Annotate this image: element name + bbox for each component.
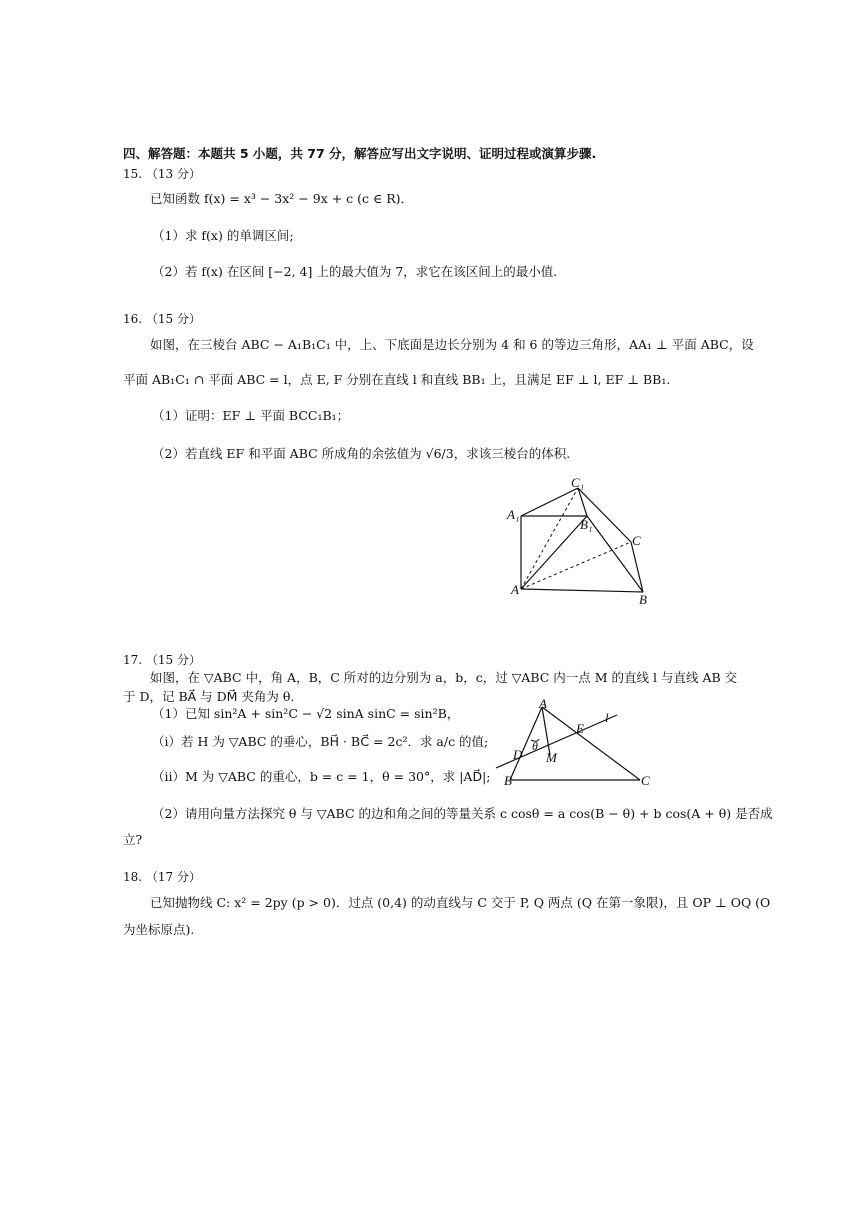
q17-sub-ii: （ii）M 为 ▽ABC 的重心，b = c = 1，θ = 30°，求 |AD⃗|; xyxy=(152,769,491,784)
q16-frustum-figure xyxy=(500,475,670,610)
label-c: C xyxy=(641,773,650,788)
q15-header: 15. （13 分） xyxy=(123,167,201,181)
label-b: B xyxy=(504,773,512,788)
label-e: E xyxy=(576,721,584,736)
label-c1: C₁ xyxy=(571,475,585,490)
label-a: A xyxy=(511,582,519,597)
edge-a-b xyxy=(521,589,643,592)
q15-stem: 已知函数 f(x) = x³ − 3x² − 9x + c (c ∈ R)． xyxy=(150,191,414,206)
label-a1: A₁ xyxy=(507,507,520,522)
q17-stem-line2: 于 D，记 BA⃗ 与 DM⃗ 夹角为 θ. xyxy=(123,689,295,704)
q15-part2: （2）若 f(x) 在区间 [−2, 4] 上的最大值为 7，求它在该区间上的最小值. xyxy=(152,264,558,279)
edge-a-b1 xyxy=(521,516,587,589)
label-theta: θ xyxy=(532,739,538,753)
label-d: D xyxy=(513,747,523,762)
label-b1: B₁ xyxy=(580,517,593,532)
q18-header: 18. （17 分） xyxy=(123,870,201,884)
q16-stem-line1: 如图，在三棱台 ABC − A₁B₁C₁ 中，上、下底面是边长分别为 4 和 6 的等边三角形，AA₁ ⊥ 平面 ABC，设 xyxy=(150,337,754,352)
q17-triangle-figure xyxy=(492,695,662,795)
q17-stem-line1: 如图，在 ▽ABC 中，角 A，B，C 所对的边分别为 a，b，c，过 ▽ABC 内一点 M 的直线 l 与直线 AB 交 xyxy=(150,670,738,685)
q17-sub-i: （i）若 H 为 ▽ABC 的垂心，BH⃗ · BC⃗ = 2c²．求 a/c 的值; xyxy=(152,734,489,749)
label-c: C xyxy=(632,533,641,548)
section-heading: 四、解答题：本题共 5 小题，共 77 分，解答应写出文字说明、证明过程或演算步骤. xyxy=(123,146,597,161)
label-b: B xyxy=(639,592,647,607)
label-l: l xyxy=(605,710,609,725)
label-m: M xyxy=(546,750,557,765)
edge-a-c-hidden xyxy=(521,542,631,589)
q16-stem-line2: 平面 AB₁C₁ ∩ 平面 ABC = l，点 E, F 分别在直线 l 和直线 BB₁ 上，且满足 EF ⊥ l, EF ⊥ BB₁. xyxy=(123,372,671,387)
edge-c1-c xyxy=(578,488,631,542)
edge-b1-b xyxy=(587,516,643,592)
q17-header: 17. （15 分） xyxy=(123,653,201,667)
edge-a-c1-hidden xyxy=(521,488,578,589)
q17-part2-line1: （2）请用向量方法探究 θ 与 ▽ABC 的边和角之间的等量关系 c cosθ = a cos(B − θ) + b cos(A + θ) 是否成 xyxy=(152,806,773,821)
q17-part2-line2: 立? xyxy=(123,832,143,847)
q16-part2: （2）若直线 EF 和平面 ABC 所成角的余弦值为 √6/3，求该三棱台的体积. xyxy=(152,446,571,461)
q15-part1: （1）求 f(x) 的单调区间; xyxy=(152,228,294,243)
edge-a1-c1 xyxy=(521,488,578,516)
q17-part1: （1）已知 sin²A + sin²C − √2 sinA sinC = sin²B， xyxy=(152,706,460,721)
q18-stem-line2: 为坐标原点). xyxy=(123,922,195,937)
q18-stem-line1: 已知抛物线 C: x² = 2py (p > 0)．过点 (0,4) 的动直线与 C 交于 P, Q 两点 (Q 在第一象限)，且 OP ⊥ OQ (O xyxy=(150,895,771,910)
q16-header: 16. （15 分） xyxy=(123,312,201,326)
q16-part1: （1）证明：EF ⊥ 平面 BCC₁B₁； xyxy=(152,408,350,423)
side-ac xyxy=(542,707,640,780)
label-a: A xyxy=(539,696,547,711)
